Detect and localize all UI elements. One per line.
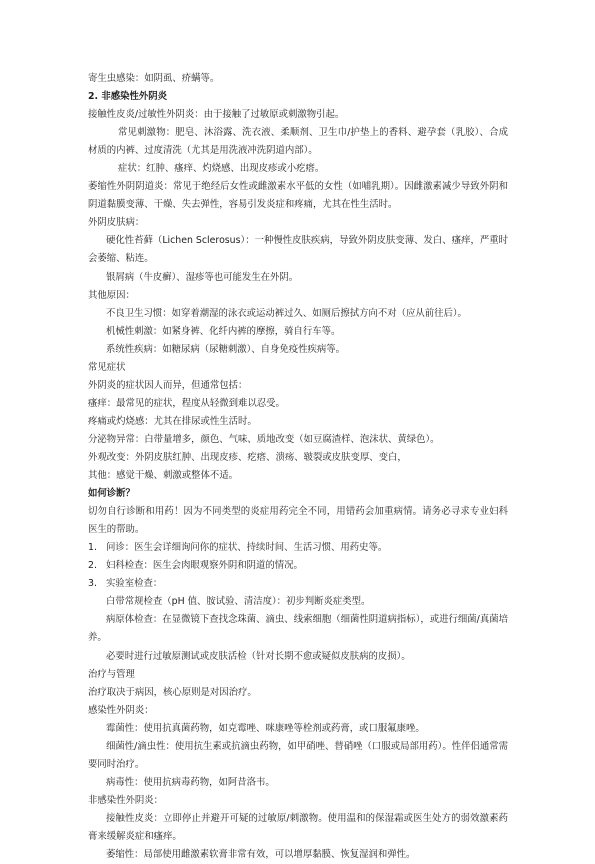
paragraph: 常见刺激物：肥皂、沐浴露、洗衣液、柔顺剂、卫生巾/护垫上的香料、避孕套（乳胶）、合成材质的内裤、过度清洗（尤其是用洗液冲洗阴道内部）。 (88, 127, 508, 157)
paragraph: 萎缩性外阴阴道炎：常见于绝经后女性或雌激素水平低的女性（如哺乳期）。因雌激素减少导致外阴和阴道黏膜变薄、干燥、失去弹性，容易引发炎症和疼痛，尤其在性生活时。 (88, 181, 508, 211)
item-text: 实验室检查： (106, 578, 163, 590)
text-line: 外观改变：外阴皮肤红肿、出现皮疹、疙瘩、溃疡、皲裂或皮肤变厚、变白， (88, 451, 407, 463)
text-line: 不良卫生习惯：如穿着潮湿的泳衣或运动裤过久、如厕后擦拭方向不对（应从前往后）。 (106, 307, 467, 319)
subheading: 治疗与管理 (88, 668, 135, 680)
paragraph: 病原体检查：在显微镜下查找念珠菌、滴虫、线索细胞（细菌性阴道病指标），或进行细菌/真菌培养。 (88, 614, 508, 644)
paragraph: 细菌性/滴虫性：使用抗生素或抗滴虫药物，如甲硝唑、替硝唑（口服或局部用药）。性伴侣通常需要同时治疗。 (88, 740, 508, 770)
text-line: 接触性皮炎/过敏性外阴炎：由于接触了过敏原或刺激物引起。 (88, 109, 345, 121)
text-line: 必要时进行过敏原测试或皮肤活检（针对长期不愈或疑似皮肤病的皮损）。 (106, 650, 411, 662)
text-line: 白带常规检查（pH 值、胺试验、清洁度）：初步判断炎症类型。 (106, 596, 371, 608)
text-line: 分泌物异常：白带量增多，颜色、气味、质地改变（如豆腐渣样、泡沫状、黄绿色）。 (88, 433, 440, 445)
section-heading: 2. 非感染性外阴炎 (88, 91, 167, 103)
text-line: 寄生虫感染：如阴虱、疥螨等。 (88, 73, 220, 84)
paragraph: 硬化性苔藓（Lichen Sclerosus）：一种慢性皮肤疾病，导致外阴皮肤变薄、发白、瘙痒，严重时会萎缩、粘连。 (88, 235, 508, 265)
text-line: 霉菌性：使用抗真菌药物，如克霉唑、咪康唑等栓剂或药膏，或口服氟康唑。 (106, 722, 425, 734)
text-line: 外阴皮肤病： (88, 217, 145, 229)
item-number: 1. (88, 542, 97, 554)
numbered-item (88, 575, 508, 593)
text-line: 银屑病（牛皮癣）、湿疹等也可能发生在外阴。 (106, 271, 299, 283)
item-number: 2. (88, 560, 97, 572)
numbered-item (88, 539, 508, 557)
text-line: 其他：感觉干燥、刺激或整体不适。 (88, 470, 239, 482)
subheading: 常见症状 (88, 361, 126, 373)
text-line: 系统性疾病：如糖尿病（尿糖刺激）、自身免疫性疾病等。 (106, 343, 346, 355)
text-line: 病毒性：使用抗病毒药物，如阿昔洛韦。 (106, 776, 275, 788)
item-number: 3. (88, 578, 97, 590)
document-body (88, 70, 508, 864)
text-line: 疼痛或灼烧感：尤其在排尿或性生活时。 (88, 415, 257, 427)
text-line: 外阴炎的症状因人而异，但通常包括： (88, 379, 248, 391)
text-line: 其他原因： (88, 289, 135, 301)
section-heading: 如何诊断？ (88, 488, 135, 500)
text-line: 非感染性外阴炎： (88, 794, 164, 806)
item-text: 妇科检查：医生会肉眼观察外阴和阴道的情况。 (106, 560, 303, 572)
item-text: 问诊：医生会详细询问你的症状、持续时间、生活习惯、用药史等。 (106, 542, 388, 554)
text-line: 症状：红肿、瘙痒、灼烧感、出现皮疹或小疙瘩。 (118, 163, 325, 175)
text-line: 机械性刺激：如紧身裤、化纤内裤的摩擦，骑自行车等。 (106, 325, 341, 337)
paragraph: 接触性皮炎：立即停止并避开可疑的过敏原/刺激物。使用温和的保湿霜或医生处方的弱效激素药膏来缓解炎症和瘙痒。 (88, 812, 508, 842)
text-line: 感染性外阴炎： (88, 704, 154, 716)
paragraph: 切勿自行诊断和用药！因为不同类型的炎症用药完全不同，用错药会加重病情。请务必寻求专业妇科医生的帮助。 (88, 506, 508, 536)
text-line: 萎缩性：局部使用雌激素软膏非常有效，可以增厚黏膜、恢复湿润和弹性。 (106, 849, 416, 861)
text-line: 瘙痒：最常见的症状，程度从轻微到难以忍受。 (88, 397, 285, 409)
numbered-item (88, 557, 508, 575)
text-line: 治疗取决于病因，核心原则是对因治疗。 (88, 686, 257, 698)
